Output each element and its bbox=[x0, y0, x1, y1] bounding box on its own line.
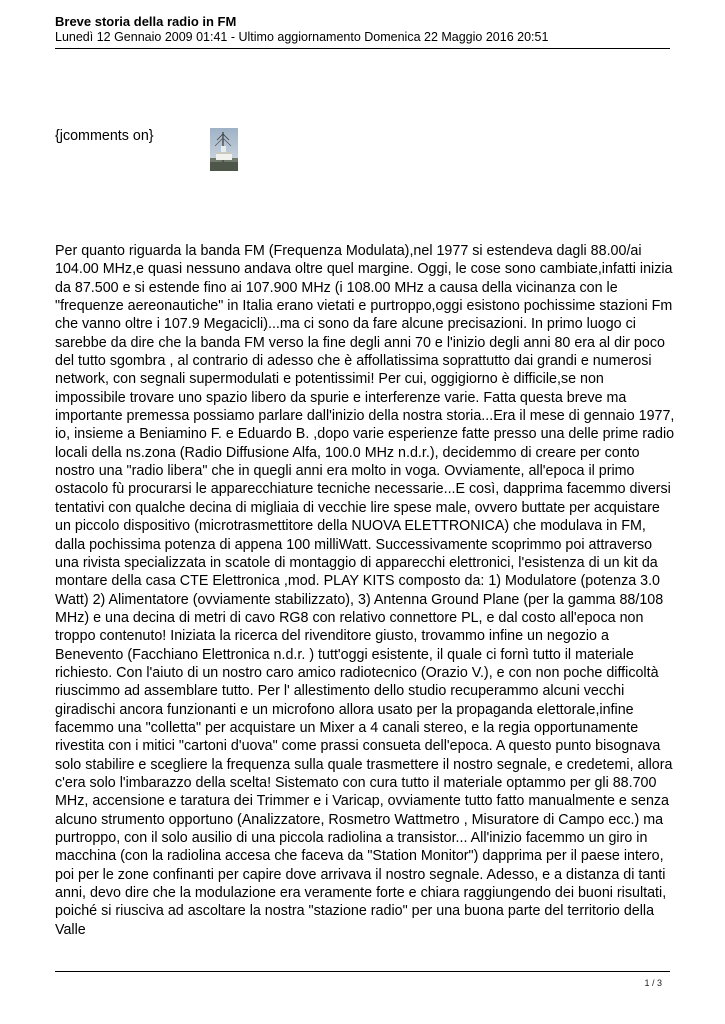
page-number: 1 / 3 bbox=[644, 978, 662, 988]
radio-antenna-photo bbox=[210, 128, 238, 171]
footer-divider bbox=[55, 971, 670, 972]
document-dates: Lunedì 12 Gennaio 2009 01:41 - Ultimo aggiornamento Domenica 22 Maggio 2016 20:51 bbox=[55, 30, 549, 44]
header-divider bbox=[55, 48, 670, 49]
article-body: Per quanto riguarda la banda FM (Frequenza Modulata),nel 1977 si estendeva dagli 88.00/ai 104.00 MHz,e quasi nessuno andava oltre quel margine. Oggi, le cose sono cambiate,infatti inizia da 87.500 e si estende fino ai 107.900 MHz (i 108.00 MHz a causa della vicinanza con le "frequenze aereonautiche" in Italia erano vietati e purtroppo,oggi esistono pochissime stazioni Fm che vanno oltre i 107.9 Megacicli)...ma ci sono da fare alcune precisazioni. In primo luogo ci sarebbe da dire che la banda FM verso la fine degli anni 70 e l'inizio degli anni 80 era al dir poco del tutto sgombra , al contrario di adesso che è affollatissima soprattutto dai grandi e numerosi network, con segnali supermodulati e potentissimi! Per cui, oggigiorno è difficile,se non impossibile trovare uno spazio libero da spurie e interferenze varie. Fatta questa breve ma importante premessa possiamo parlare dall'inizio della nostra storia...Era il mese di gennaio 1977, io, insieme a Beniamino F. e Eduardo B. ,dopo varie esperienze fatte presso una delle prime radio locali della ns.zona (Radio Diffusione Alfa, 100.0 MHz n.d.r.), decidemmo di creare per conto nostro una "radio libera" che in quegli anni era molto in voga. Ovviamente, all'epoca il primo ostacolo fù procurarsi le apparecchiature tecniche necessarie...E così, dapprima facemmo diversi tentativi con qualche decina di migliaia di vecchie lire spese male, ovvero buttate per acquistare un piccolo dispositivo (microtrasmettitore della NUOVA ELETTRONICA) che modulava in FM, dalla pochissima potenza di appena 100 milliWatt. Successivamente scoprimmo poi attraverso una rivista specializzata in scatole di montaggio di apparecchi elettronici, l'esistenza di un kit da montare della casa CTE Elettronica ,mod. PLAY KITS composto da: 1) Modulatore (potenza 3.0 Watt) 2) Alimentatore (ovviamente stabilizzato), 3) Antenna Ground Plane (per la gamma 88/108 MHz) e una decina di metri di cavo RG8 con relativo connettore PL, e dal costo all'epoca non troppo contenuto! Iniziata la ricerca del rivenditore giusto, trovammo infine un negozio a Benevento (Facchiano Elettronica n.d.r. ) tutt'oggi esistente, il quale ci fornì tutto il materiale richiesto. Con l'aiuto di un nostro caro amico radiotecnico (Orazio V.), e con non poche difficoltà riuscimmo ad assemblare tutto. Per l' allestimento dello studio recuperammo alcuni vecchi giradischi ancora funzionanti e un microfono allora usato per la propaganda elettorale,infine facemmo una "colletta" per acquistare un Mixer a 4 canali stereo, e la regia opportunamente rivestita con i mitici "cartoni d'uova" come prassi consueta dell'epoca. A questo punto bisognava solo stabilire e scegliere la frequenza sulla quale trasmettere il nostro segnale, e credetemi, allora c'era solo l'imbarazzo della scelta! Sistemato con cura tutto il materiale optammo per gli 88.700 MHz, accensione e taratura dei Trimmer e i Varicap, ovviamente tutto fatto manualmente e senza alcuno strumento opportuno (Analizzatore, Rosmetro Wattmetro , Misuratore di Campo ecc.) ma purtroppo, con il solo ausilio di una piccola radiolina a transistor... All'inizio facemmo un giro in macchina (con la radiolina accesa che faceva da "Station Monitor") dapprima per il paese intero, poi per le zone confinanti per capire dove arrivava il nostro segnale. Adesso, e a distanza di tanti anni, devo dire che la modulazione era veramente forte e chiara raggiungendo dei buoni risultati, poiché si riusciva ad ascoltare la nostra "stazione radio" per una buona parte del territorio della Valle bbox=[55, 243, 675, 938]
jcomments-tag: {jcomments on} bbox=[55, 128, 154, 144]
page-header bbox=[55, 14, 670, 45]
document-title: Breve storia della radio in FM bbox=[55, 14, 237, 29]
